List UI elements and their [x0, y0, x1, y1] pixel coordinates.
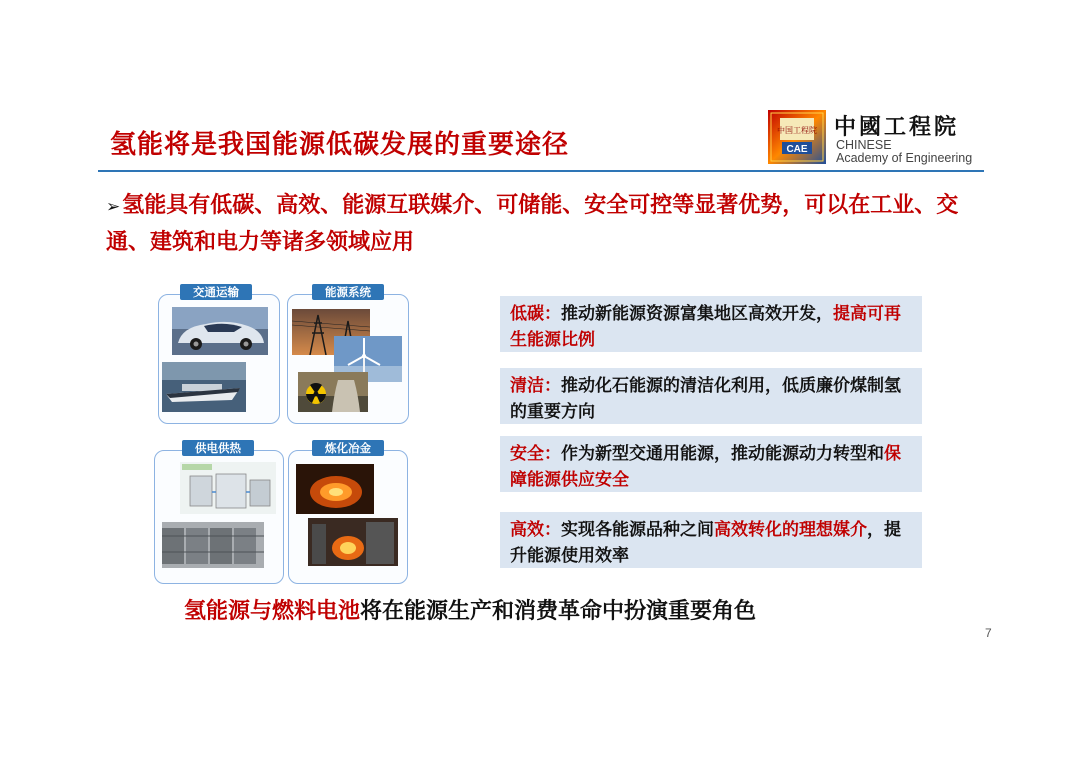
- logo-name-en-line1: CHINESE: [836, 138, 892, 152]
- info-body: 推动新能源资源富集地区高效开发，: [561, 304, 833, 324]
- info-box-efficiency: [500, 512, 922, 568]
- slide-title: 氢能将是我国能源低碳发展的重要途径: [110, 130, 570, 160]
- info-box-low-carbon: [500, 296, 922, 352]
- info-box-safety: [500, 436, 922, 492]
- fuel-cell-car-image: [172, 307, 268, 355]
- info-tail: ，提升能源使用效率: [510, 520, 901, 566]
- steel-mill-image: [308, 518, 398, 566]
- info-highlight: 高效转化的理想媒介: [714, 520, 867, 540]
- info-lead: 低碳：: [510, 304, 561, 324]
- nuclear-plant-image: [298, 372, 368, 412]
- info-body: 推动化石能源的清洁化利用，低质廉价煤制氢的重要方向: [510, 376, 901, 422]
- info-lead: 高效：: [510, 520, 561, 540]
- conclusion-text: [184, 594, 756, 625]
- logo-name-cn: 中國工程院: [834, 114, 960, 140]
- conclusion-body: 将在能源生产和消费革命中扮演重要角色: [360, 599, 757, 624]
- panel-label-energy-system: 能源系统: [312, 284, 384, 300]
- fuel-cell-unit-image: [180, 462, 276, 514]
- info-lead: 安全：: [510, 444, 561, 464]
- logo-badge-text: CAE: [786, 144, 808, 155]
- bullet-marker: ➢: [106, 197, 121, 217]
- info-box-clean: [500, 368, 922, 424]
- panel-label-transport: 交通运输: [180, 284, 252, 300]
- power-station-image: [162, 522, 264, 568]
- conclusion-highlight: 氢能源与燃料电池: [184, 599, 361, 624]
- ship-image: [162, 362, 246, 412]
- info-body: 实现各能源品种之间: [561, 520, 714, 540]
- cae-logo-icon: [768, 110, 826, 164]
- main-bullet: [106, 188, 986, 260]
- info-lead: 清洁：: [510, 376, 561, 396]
- panel-label-power-heat: 供电供热: [182, 440, 254, 456]
- panel-label-refining-metallurgy: 炼化冶金: [312, 440, 384, 456]
- title-divider: [98, 170, 984, 172]
- bullet-text: 氢能具有低碳、高效、能源互联媒介、可储能、安全可控等显著优势，可以在工业、交通、建筑和电力等诸多领域应用: [106, 193, 959, 255]
- info-highlight: 保障能源供应安全: [510, 444, 901, 490]
- logo-name-en-line2: Academy of Engineering: [836, 151, 973, 165]
- page-number: 7: [985, 626, 992, 640]
- logo-icon-text: 中国工程院: [777, 126, 817, 135]
- furnace-image: [296, 464, 374, 514]
- info-highlight: 提高可再生能源比例: [510, 304, 901, 350]
- info-body: 作为新型交通用能源，推动能源动力转型和: [561, 444, 884, 464]
